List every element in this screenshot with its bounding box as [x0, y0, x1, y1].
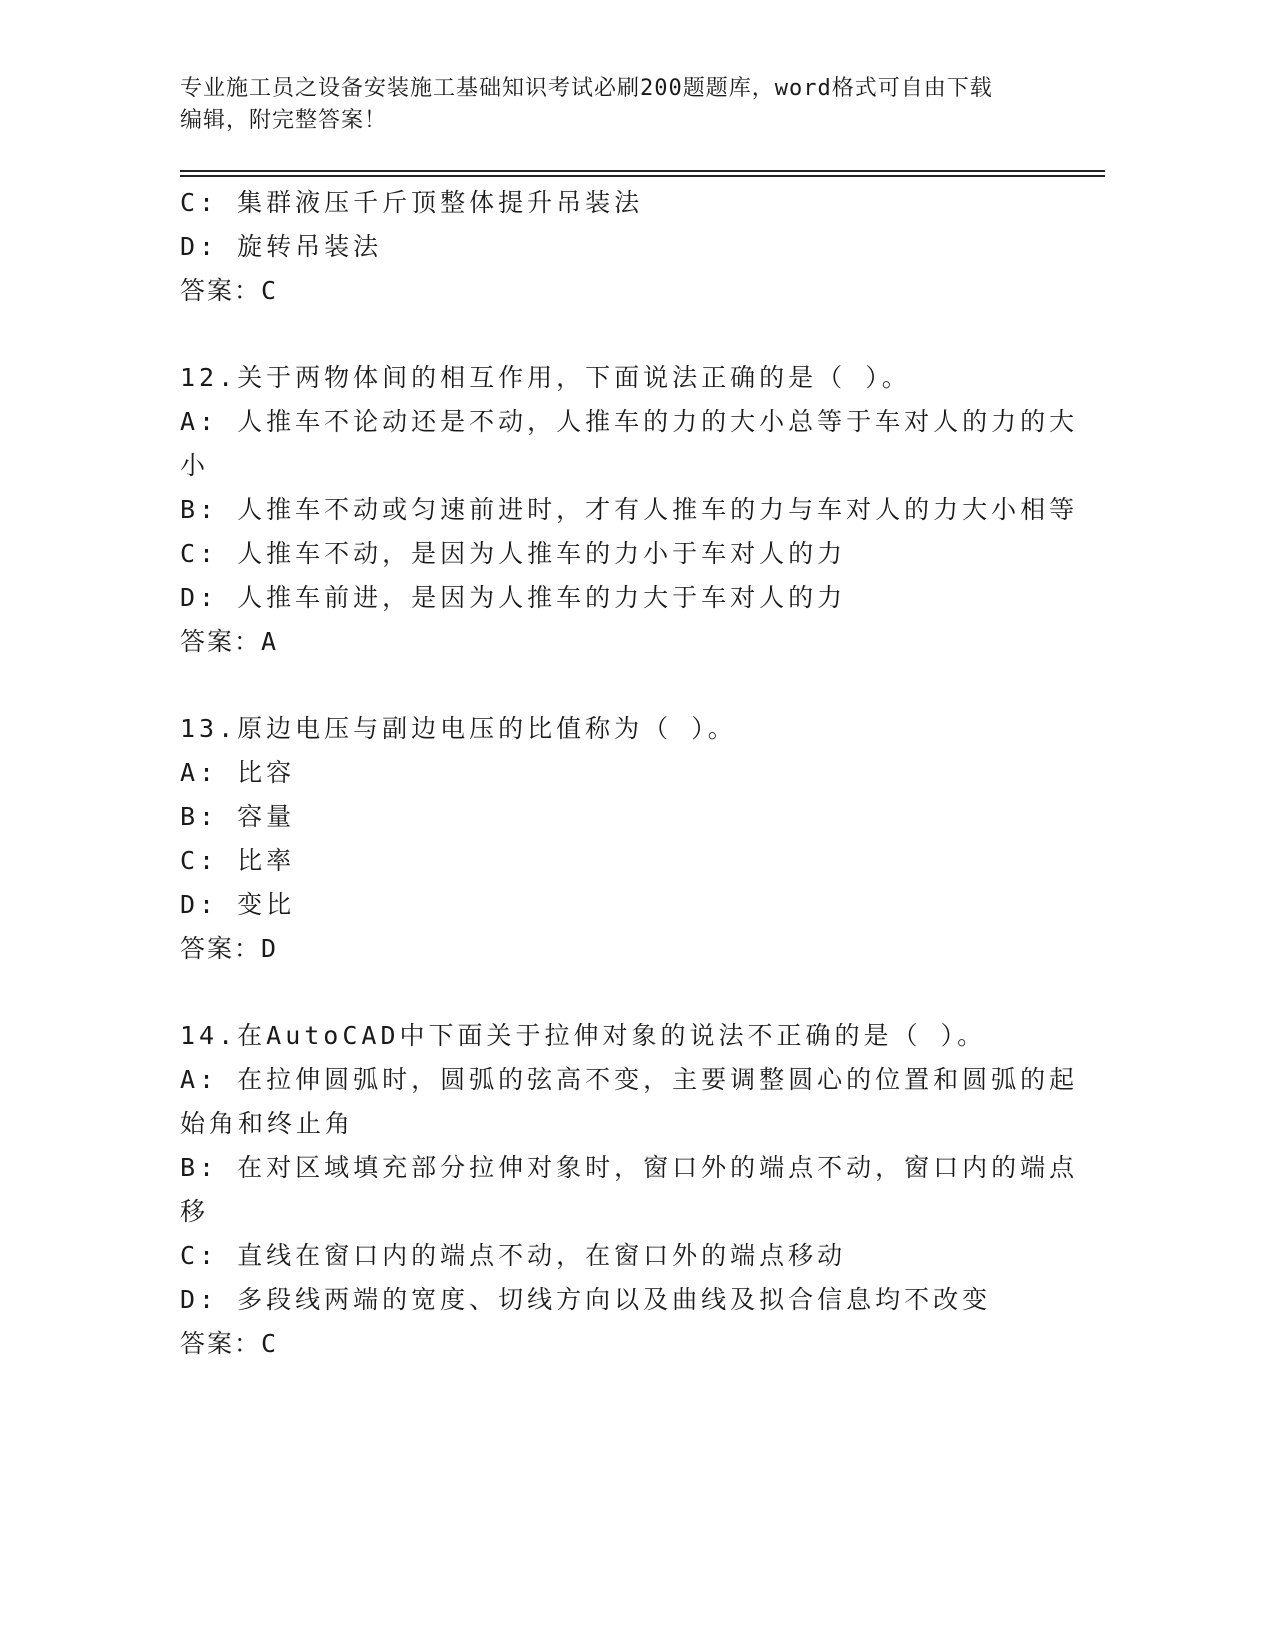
question-block-12 — [180, 356, 1079, 664]
option-d: D: 人推车前进，是因为人推车的力大于车对人的力 — [180, 583, 847, 612]
header-rule-top — [180, 170, 1105, 172]
question-spacer — [180, 971, 1030, 1014]
answer-line: 答案：C — [180, 1329, 279, 1358]
option-b: B: 容量 — [180, 802, 296, 831]
option-c: C: 直线在窗口内的端点不动，在窗口外的端点移动 — [180, 1241, 847, 1270]
question-block-14 — [180, 1014, 1079, 1366]
option-a-continued: 小 — [180, 451, 210, 480]
option-a: A: 在拉伸圆弧时，圆弧的弦高不变，主要调整圆心的位置和圆弧的起 — [180, 1065, 1079, 1094]
question-list — [180, 181, 1079, 1366]
answer-line: 答案：A — [180, 627, 279, 656]
option-a-continued: 始角和终止角 — [180, 1109, 355, 1138]
option-b: B: 在对区域填充部分拉伸对象时，窗口外的端点不动，窗口内的端点 — [180, 1153, 1079, 1182]
question-text: 14.在AutoCAD中下面关于拉伸对象的说法不正确的是（ ）。 — [180, 1021, 987, 1050]
question-spacer — [180, 664, 1030, 707]
option-b-continued: 移 — [180, 1197, 210, 1226]
option-d: D: 多段线两端的宽度、切线方向以及曲线及拟合信息均不改变 — [180, 1285, 992, 1314]
document-header-line-1: 专业施工员之设备安装施工基础知识考试必刷200题题库，word格式可自由下载 — [180, 76, 993, 101]
option-a: A: 人推车不论动还是不动，人推车的力的大小总等于车对人的力的大 — [180, 407, 1079, 436]
option-d: D: 变比 — [180, 890, 296, 919]
header-rule-bottom — [180, 175, 1105, 177]
question-text: 13.原边电压与副边电压的比值称为（ ）。 — [180, 714, 737, 743]
option-a: A: 比容 — [180, 758, 296, 787]
answer-line: 答案：D — [180, 934, 279, 963]
question-block-13 — [180, 707, 1030, 971]
question-spacer — [180, 313, 1030, 356]
option-b: B: 人推车不动或匀速前进时，才有人推车的力与车对人的力大小相等 — [180, 495, 1079, 524]
option-c: C: 集群液压千斤顶整体提升吊装法 — [180, 188, 644, 217]
document-header-line-2: 编辑，附完整答案！ — [180, 108, 388, 133]
question-text: 12.关于两物体间的相互作用，下面说法正确的是（ ）。 — [180, 363, 911, 392]
answer-line: 答案：C — [180, 276, 279, 305]
option-c: C: 人推车不动，是因为人推车的力小于车对人的力 — [180, 539, 847, 568]
option-c: C: 比率 — [180, 846, 296, 875]
option-d: D: 旋转吊装法 — [180, 232, 383, 261]
question-block-11 — [180, 181, 1030, 313]
